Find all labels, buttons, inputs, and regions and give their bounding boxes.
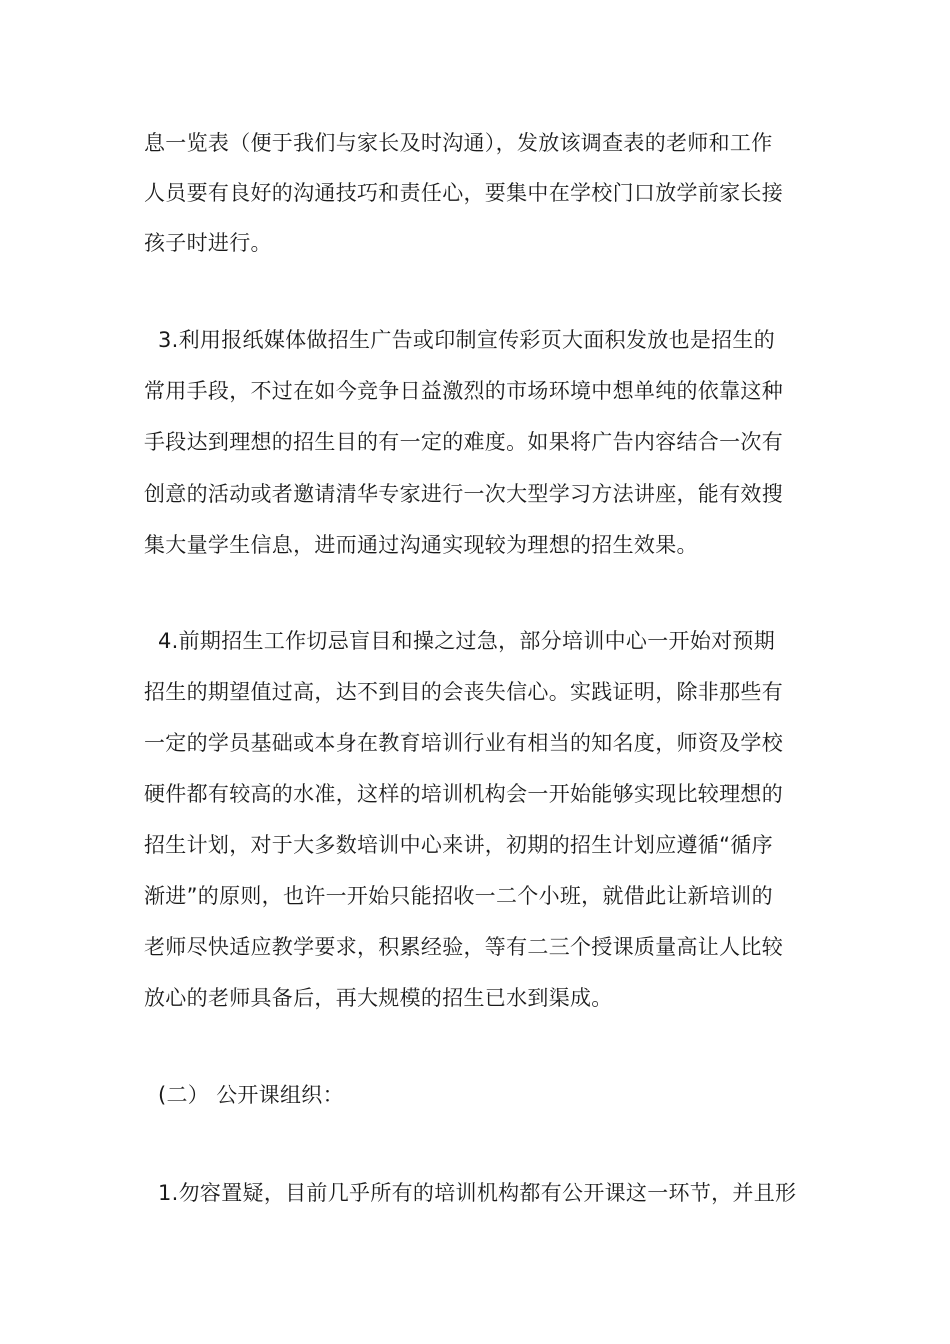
text-line: 集大量学生信息，进而通过沟通实现较为理想的招生效果。 [144,533,698,557]
text-line: 4.前期招生工作切忌盲目和操之过急，部分培训中心一开始对预期 [158,629,776,653]
text-line: 创意的活动或者邀请清华专家进行一次大型学习方法讲座，能有效搜 [144,482,783,506]
text-line: 3.利用报纸媒体做招生广告或印制宣传彩页大面积发放也是招生的 [158,328,776,352]
text-line: 放心的老师具备后，再大规模的招生已水到渠成。 [144,986,613,1010]
section-heading: (二） 公开课组织： [158,1083,344,1107]
text-line: 渐进”的原则，也许一开始只能招收一二个小班，就借此让新培训的 [144,884,773,908]
text-line: 老师尽快适应教学要求，积累经验，等有二三个授课质量高让人比较 [144,935,783,959]
text-line: 硬件都有较高的水准，这样的培训机构会一开始能够实现比较理想的 [144,782,783,806]
text-line: 招生计划，对于大多数培训中心来讲，初期的招生计划应遵循“循序 [144,833,773,857]
text-line: 1.勿容置疑，目前几乎所有的培训机构都有公开课这一环节，并且形 [158,1181,797,1205]
text-line: 人员要有良好的沟通技巧和责任心，要集中在学校门口放学前家长接 [144,181,783,205]
text-line: 常用手段，不过在如今竞争日益激烈的市场环境中想单纯的依靠这种 [144,379,783,403]
text-line: 一定的学员基础或本身在教育培训行业有相当的知名度，师资及学校 [144,731,783,755]
text-line: 招生的期望值过高，达不到目的会丧失信心。实践证明，除非那些有 [144,680,783,704]
text-line: 孩子时进行。 [144,231,272,255]
text-line: 息一览表（便于我们与家长及时沟通），发放该调查表的老师和工作 [144,131,773,155]
text-line: 手段达到理想的招生目的有一定的难度。如果将广告内容结合一次有 [144,430,783,454]
